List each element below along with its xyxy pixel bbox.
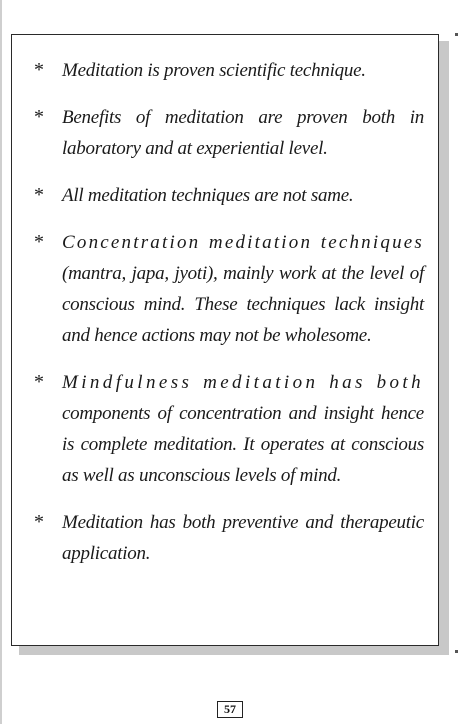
page-number: 57 [217, 701, 243, 718]
summary-box [11, 34, 439, 646]
list-item-text: All meditation techniques are not same. [62, 185, 354, 206]
list-item-text: Benefits of meditation are proven both in laboratory and at experiential level. [62, 107, 424, 159]
list-item [32, 102, 424, 164]
list-item [32, 367, 424, 491]
summary-list [32, 55, 424, 585]
list-item [32, 227, 424, 351]
bullet-star-icon: * [34, 106, 44, 128]
list-item-text: Meditation is proven scientific technique. [62, 60, 366, 81]
bullet-star-icon: * [34, 59, 44, 81]
crop-mark-top [455, 33, 458, 36]
bullet-star-icon: * [34, 371, 44, 393]
list-item-text: Meditation has both preventive and therapeutic application. [62, 512, 424, 564]
list-item [32, 507, 424, 569]
list-item [32, 180, 424, 211]
bullet-star-icon: * [34, 231, 44, 253]
list-item-text: Mindfulness meditation has both components of concentration and insight hence is complete meditation. It operates at conscious as well as unconscious levels of mind. [62, 372, 424, 486]
list-item-text: Concentration meditation techniques (mantra, japa, jyoti), mainly work at the level of conscious mind. These techniques lack insight and hence actions may not be wholesome. [62, 232, 424, 346]
bullet-star-icon: * [34, 511, 44, 533]
page-edge [0, 0, 2, 724]
bullet-star-icon: * [34, 184, 44, 206]
list-item [32, 55, 424, 86]
crop-mark-bottom [455, 650, 458, 653]
